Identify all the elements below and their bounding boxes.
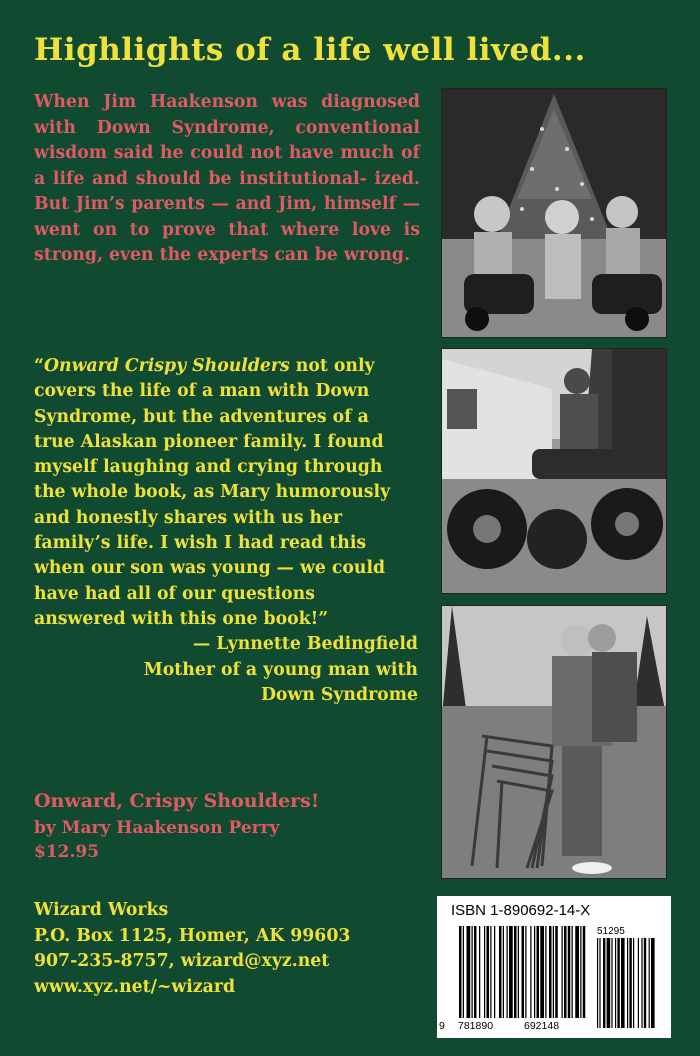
quote-open-mark: “ bbox=[34, 356, 44, 376]
quote-line: Syndrome, but the adventures of a bbox=[34, 406, 369, 427]
book-price: $12.95 bbox=[34, 842, 100, 862]
intro-line: be wrong. bbox=[314, 245, 410, 265]
attribution-line: Mother of a young man with bbox=[143, 659, 418, 680]
intro-line: wisdom said he could not have much bbox=[34, 143, 395, 163]
publisher-block bbox=[34, 898, 414, 1000]
quote-line: and honestly shares with us her bbox=[34, 507, 343, 528]
intro-line: ized. But Jim’s parents — and Jim, bbox=[34, 168, 420, 214]
quote-line: have had all of our questions bbox=[34, 583, 315, 604]
quote-line: when our son was young — we could bbox=[34, 558, 386, 579]
barcode bbox=[447, 924, 661, 1034]
barcode-addon-code: 51295 bbox=[597, 926, 625, 937]
intro-line: himself — went on to prove that where bbox=[34, 194, 420, 240]
atv-photo bbox=[441, 348, 667, 594]
quote-line: family’s life. I wish I had read this bbox=[34, 533, 367, 554]
isbn-barcode-box bbox=[437, 896, 671, 1038]
barcode-digits-right: 692148 bbox=[524, 1020, 560, 1032]
book-author: by Mary Haakenson Perry bbox=[34, 818, 280, 838]
intro-paragraph bbox=[34, 90, 420, 269]
publisher-name: Wizard Works bbox=[34, 900, 169, 920]
quote-attribution bbox=[100, 632, 418, 709]
publisher-address: P.O. Box 1125, Homer, AK 99603 bbox=[34, 925, 351, 946]
barcode-digits-left: 781890 bbox=[458, 1020, 494, 1032]
quote-line: the whole book, as Mary humorously bbox=[34, 482, 391, 503]
intro-line: love is strong, even the experts can bbox=[34, 219, 420, 265]
quote-line: covers the life of a man with Down bbox=[34, 381, 370, 402]
testimonial-quote bbox=[34, 354, 424, 632]
quote-line: myself laughing and crying through bbox=[34, 457, 383, 478]
intro-line: of a life and should be institutional- bbox=[34, 143, 420, 189]
christmas-photo bbox=[441, 88, 667, 338]
publisher-contact: 907-235-8757, wizard@xyz.net bbox=[34, 951, 330, 971]
barcode-digit-first: 9 bbox=[439, 1020, 445, 1032]
quote-line: not only bbox=[289, 356, 375, 376]
book-title: Onward, Crispy Shoulders! bbox=[34, 790, 320, 812]
intro-line: with Down Syndrome, conventional bbox=[34, 117, 420, 138]
attribution-line: Down Syndrome bbox=[260, 685, 418, 705]
publisher-website: www.xyz.net/~wizard bbox=[34, 976, 236, 997]
quote-book-title: Onward Crispy Shoulders bbox=[43, 356, 290, 376]
headline: Highlights of a life well lived... bbox=[34, 32, 586, 68]
attribution-name: — Lynnette Bedingfield bbox=[192, 634, 418, 654]
quote-line: answered with this one book!” bbox=[34, 608, 329, 629]
intro-line: When Jim Haakenson was diagnosed bbox=[34, 92, 420, 112]
isbn-number: ISBN 1-890692-14-X bbox=[451, 902, 591, 919]
chairs-photo bbox=[441, 605, 667, 879]
quote-line: true Alaskan pioneer family. I found bbox=[34, 431, 384, 452]
